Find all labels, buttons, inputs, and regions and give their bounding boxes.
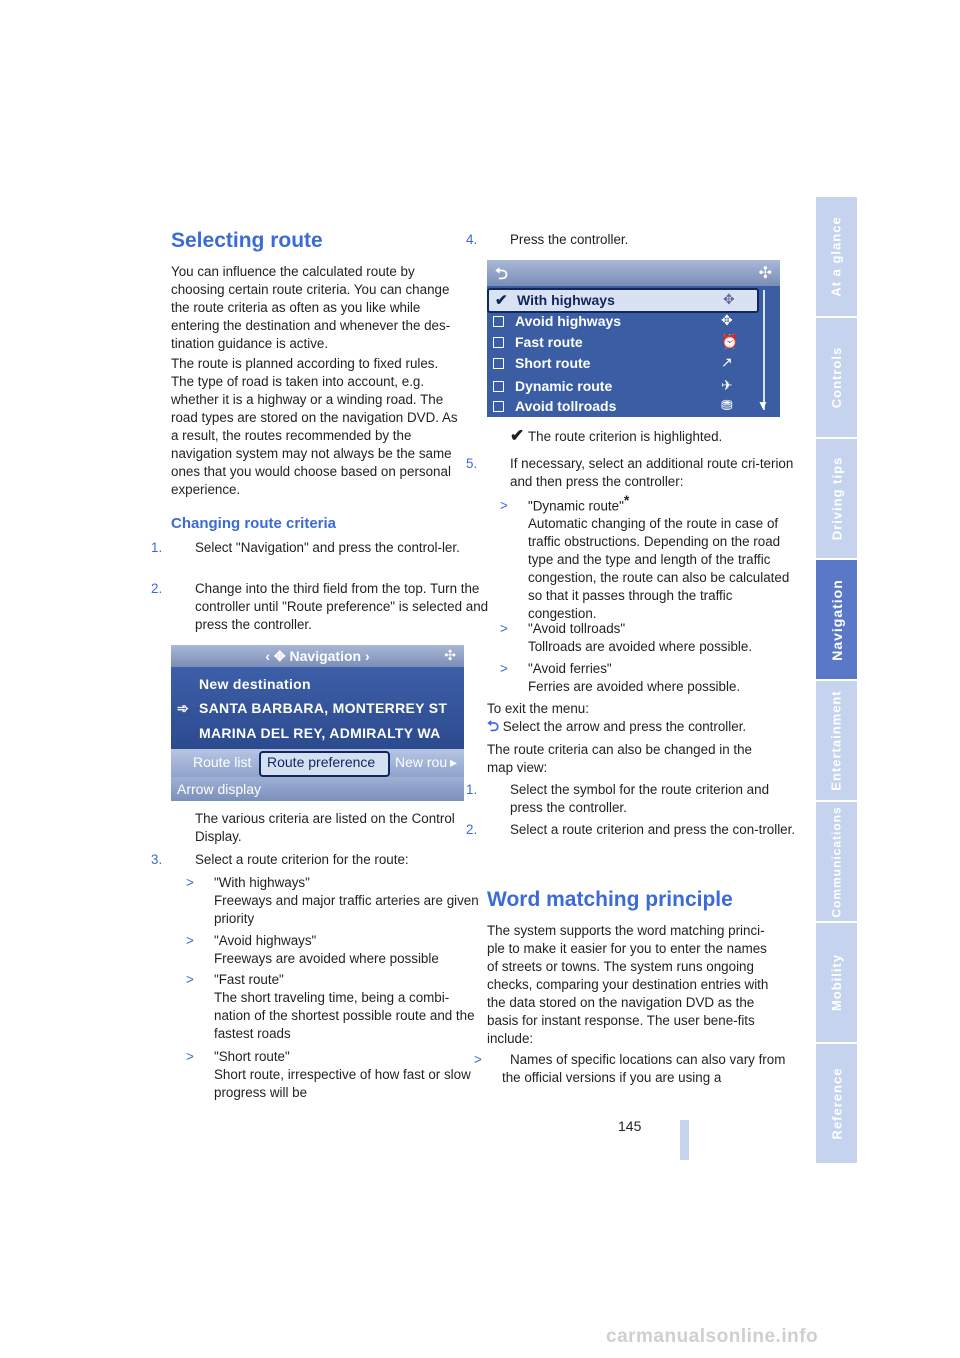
clock-icon: ⏰: [721, 333, 739, 349]
page-number: 145: [618, 1118, 642, 1134]
step-text: Change into the third field from the top. Turn the controller until "Route preference" is selected and press the controller.: [195, 581, 489, 632]
bullet-desc: Automatic changing of the route in case of traffic obstructions. Depending on the road type and the type and length of the traffic congestion, the route can also be calculated so that it passes through the traffic congestion.: [528, 516, 790, 622]
step-text: Select a route criterion for the route:: [195, 852, 409, 867]
tab-label: Controls: [829, 346, 845, 409]
criterion-item: [487, 332, 759, 353]
bullet-short-route: [186, 1048, 484, 1102]
paragraph: The various criteria are listed on the Control Display.: [195, 811, 455, 844]
destination-list: [171, 667, 464, 749]
step-text: Select the symbol for the route criterion and press the controller.: [510, 782, 770, 815]
bullet-desc: Tollroads are avoided where possible.: [528, 639, 753, 654]
step-4: [466, 231, 800, 249]
screen-title: Navigation: [289, 648, 362, 664]
bullet-marker: >: [474, 1052, 482, 1067]
highway-icon: ✥: [723, 291, 735, 307]
map-step-2: [466, 821, 802, 839]
criterion-label: Short route: [515, 355, 591, 371]
section-title: Word matching principle: [487, 888, 733, 911]
watermark: carmanualsonline.info: [606, 1326, 819, 1347]
chapter-tabs: [816, 197, 857, 1165]
bullet-marker: >: [186, 1049, 194, 1064]
step-number: 3.: [151, 852, 163, 867]
bullet-marker: >: [186, 972, 194, 987]
tab-label: Navigation: [828, 578, 845, 661]
bullet-avoid-ferries: [500, 660, 793, 696]
bullet-text: Names of specific locations can also vary from the official versions if you are using a: [502, 1052, 786, 1085]
page-marker-bar: [680, 1120, 689, 1160]
list-item: SANTA BARBARA, MONTERREY ST: [199, 700, 448, 716]
bullet-marker: >: [500, 498, 508, 514]
criterion-label: Avoid highways: [515, 313, 622, 329]
screen-tab: Route list: [193, 754, 252, 770]
bullet-marker: >: [186, 875, 194, 890]
scroll-down-icon: ▼: [757, 398, 769, 412]
map-step-1: [466, 781, 802, 817]
bullet-with-highways: [186, 874, 484, 928]
bullet-marker: >: [500, 621, 508, 636]
screen-tab: New rou: [395, 754, 448, 770]
short-route-icon: ↗: [721, 354, 733, 370]
criterion-item-selected: [487, 288, 759, 313]
tab-label: Reference: [829, 1067, 844, 1140]
controller-icon: ✣: [758, 265, 772, 282]
note-text: The route criterion is highlighted.: [527, 429, 723, 444]
list-item: MARINA DEL REY, ADMIRALTY WA: [199, 725, 441, 741]
tab-controls[interactable]: [816, 318, 857, 439]
bullet-desc: Short route, irrespective of how fast or slow progress will be: [214, 1067, 471, 1100]
tab-communications[interactable]: [816, 802, 857, 923]
exit-text: Select the arrow and press the controller.: [502, 719, 747, 734]
screen-bottom-bar: [171, 777, 464, 801]
criterion-label: Fast route: [515, 334, 583, 350]
bullet-title: "Dynamic route": [528, 498, 624, 514]
screen-tab-selected: Route preference: [267, 754, 376, 770]
checkbox-icon: [493, 337, 504, 348]
scrollbar: [757, 290, 775, 412]
paragraph: The system supports the word matching princi-ple to make it easier for you to enter the names of streets or towns. The system runs ongoing checks, comparing your destination entries with the data stored on the navigation DVD as the basis for instant response. The user bene-fits include:: [487, 923, 769, 1046]
step-text: Select a route criterion and press the con-troller.: [510, 822, 796, 837]
intro-paragraph: You can influence the calculated route by choosing certain route criteria. You can change the route criteria as often as you like while entering the destination and whenever the des-tination guidance is active.: [171, 264, 451, 351]
step-text: Press the controller.: [510, 232, 629, 247]
tab-entertainment[interactable]: [816, 681, 857, 802]
tab-label: Communications: [829, 805, 844, 918]
check-icon: ✔: [495, 292, 508, 309]
highlight-note: [510, 427, 780, 446]
back-arrow-icon: ⮌: [487, 718, 500, 735]
criterion-label: Dynamic route: [515, 378, 613, 394]
route-arrow-icon: ➾: [177, 700, 189, 716]
dynamic-route-icon: ✈: [721, 377, 733, 393]
paragraph: The route criteria can also be changed in the map view:: [487, 742, 753, 775]
optional-equipment-star: *: [623, 492, 630, 508]
bullet-marker: >: [186, 933, 194, 948]
step-number: 2.: [466, 822, 478, 837]
criterion-label: With highways: [517, 292, 615, 308]
bullet-title: "Avoid ferries": [528, 661, 612, 676]
avoid-highway-icon: ✥: [721, 312, 733, 328]
controller-icon: ✣: [444, 647, 456, 663]
tab-label: At a glance: [829, 216, 845, 297]
bullet-title: "Avoid highways": [214, 933, 317, 948]
list-item: New destination: [199, 676, 311, 692]
step-2: [151, 580, 491, 634]
step-number: 2.: [151, 581, 163, 596]
navigation-screen-capture: [171, 645, 464, 801]
bullet-desc: Ferries are avoided where possible.: [528, 679, 741, 694]
criterion-item: [487, 396, 759, 417]
screen-tab-row: [171, 749, 464, 777]
back-arrow-icon: ⮌: [495, 266, 508, 283]
section-title: Selecting route: [171, 229, 323, 252]
step-number: 5.: [466, 456, 478, 471]
subsection-title: Changing route criteria: [171, 515, 337, 532]
criterion-label: Avoid tollroads: [515, 398, 617, 414]
step-number: 4.: [466, 232, 478, 247]
tab-driving-tips[interactable]: [816, 439, 857, 560]
bullet-title: "Avoid tollroads": [528, 621, 626, 636]
step-number: 1.: [466, 782, 478, 797]
bullet-title: "Short route": [214, 1049, 290, 1064]
tab-at-a-glance[interactable]: [816, 197, 857, 318]
step-text: If necessary, select an additional route cri-terion and then press the controller:: [510, 456, 794, 489]
tab-reference[interactable]: [816, 1044, 857, 1165]
tab-navigation[interactable]: [816, 560, 857, 681]
checkbox-icon: [493, 381, 504, 392]
checkbox-icon: [493, 316, 504, 327]
exit-instruction: [487, 718, 779, 736]
criterion-item: [487, 353, 759, 374]
step-text: Select "Navigation" and press the control-ler.: [195, 540, 460, 555]
screen-header: ‹ ✥ Navigation › ✣: [171, 645, 464, 667]
checkbox-icon: [493, 358, 504, 369]
bullet-location-names: [474, 1051, 792, 1087]
exit-label: To exit the menu:: [487, 701, 589, 716]
step-5: [466, 455, 800, 491]
bullet-desc: Freeways are avoided where possible: [214, 951, 439, 966]
next-arrow-icon: ▸: [450, 754, 458, 770]
bullet-title: "Fast route": [214, 972, 284, 987]
intro-paragraph: The route is planned according to fixed rules. The type of road is taken into account, e.g. whether it is a highway or a winding road. The road types are stored on the navigation DVD. As a result, the routes recommended by the navigation system may not always be the same ones that you would choose based on personal experience.: [171, 356, 458, 497]
check-icon: ✔: [510, 426, 525, 445]
bottom-label: Arrow display: [177, 781, 262, 797]
screen-header: [487, 260, 780, 286]
bullet-fast-route: [186, 971, 484, 1043]
bullet-marker: >: [500, 661, 508, 676]
bullet-avoid-tollroads: [500, 620, 793, 656]
bullet-desc: The short traveling time, being a combi-nation of the shortest possible route and the fastest roads: [214, 990, 475, 1041]
checkbox-icon: [493, 401, 504, 412]
criterion-item: [487, 311, 759, 332]
step-1: [151, 539, 485, 557]
step-number: 1.: [151, 540, 163, 555]
criterion-item: [487, 376, 759, 397]
route-criteria-screen-capture: [487, 260, 780, 417]
tab-label: Entertainment: [829, 690, 844, 791]
tab-label: Mobility: [829, 953, 845, 1012]
bullet-dynamic-route: [500, 491, 793, 623]
bullet-avoid-highways: [186, 932, 484, 968]
bullet-desc: Freeways and major traffic arteries are given priority: [214, 893, 479, 926]
tab-mobility[interactable]: [816, 923, 857, 1044]
toll-icon: ⛃: [721, 397, 733, 413]
step-3: [151, 851, 485, 869]
tab-label: Driving tips: [829, 456, 845, 541]
bullet-title: "With highways": [214, 875, 310, 890]
